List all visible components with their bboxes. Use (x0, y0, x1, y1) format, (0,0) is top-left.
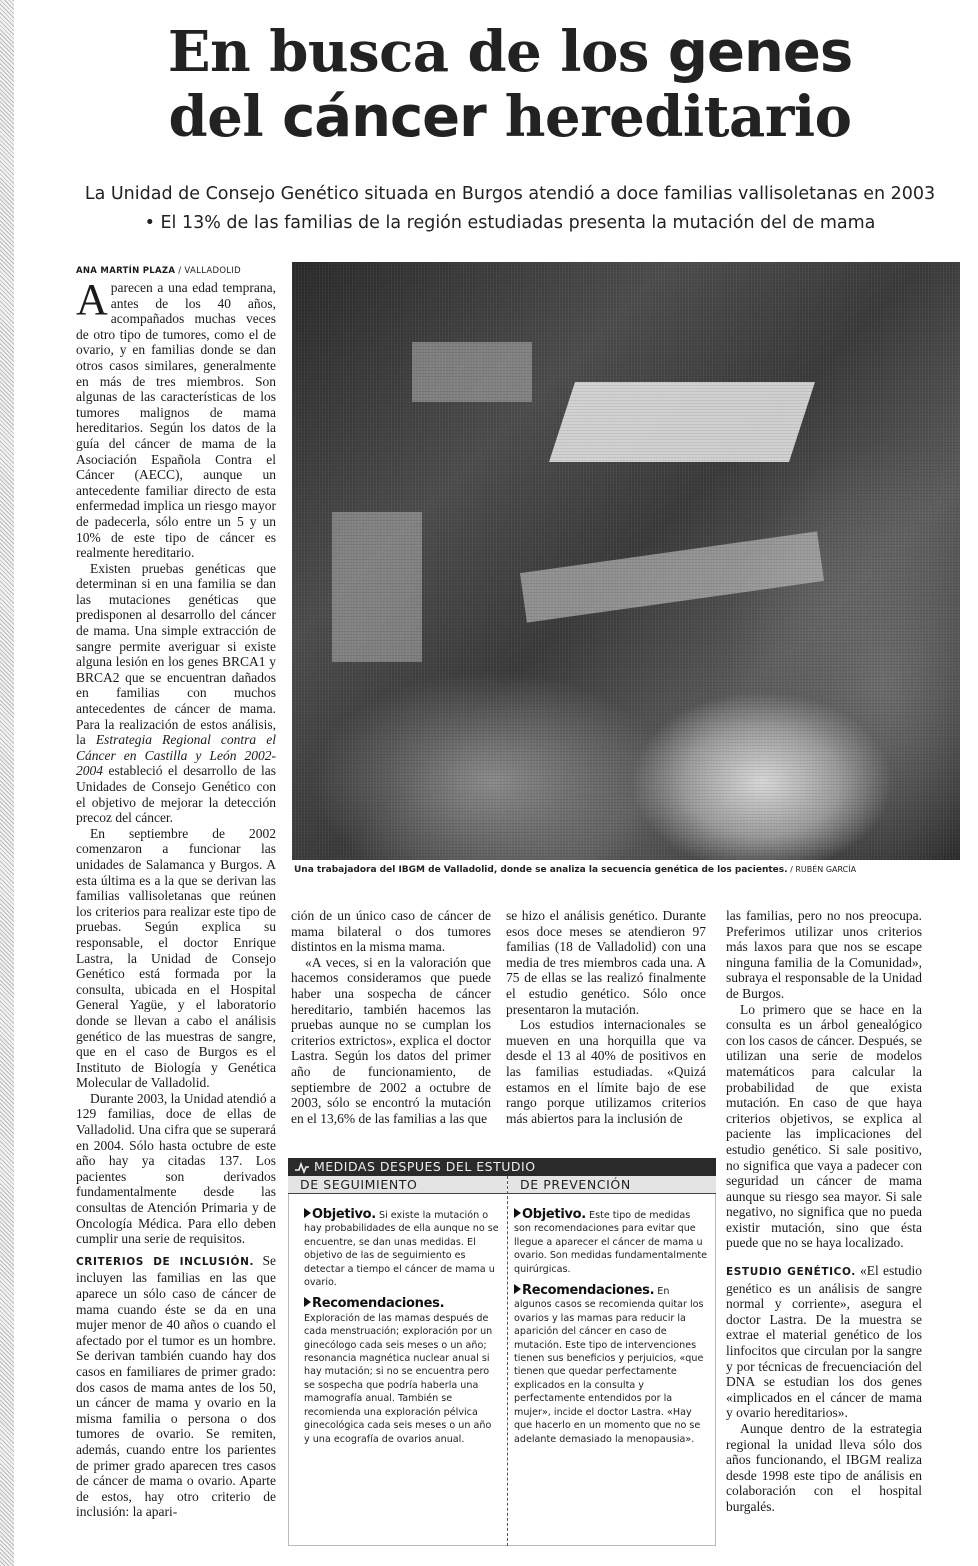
byline-place: / VALLADOLID (175, 266, 241, 276)
sidebar-text: Este tipo de medidas son recomendaciones para evitar que llegue a aparecer el cáncer de mama u ovario. Son medidas fundamentalmente quirúrgicas. (514, 1210, 708, 1275)
sidebar-text: Exploración de las mamas después de cada menstruación; exploración por un ginecólogo cada seis meses o un año; resonancia magnética nuclear anual si hay mutación; si no se encuentra pero se sospecha que podría haberla una mamografía anual. También se recomienda una exploración pélvica ginecológica cada seis meses o un año y una ecografía de ovarios anual. (304, 1312, 493, 1445)
sidebar-col-left (304, 1208, 500, 1544)
triangle-bullet-icon (514, 1208, 521, 1218)
headline-bold-genes: genes (667, 20, 853, 85)
paragraph-text: «El estudio genético es un análisis de sangre normal y corriente», asegura el doctor Lastra. De la muestra se extrae el material genético de los linfocitos que circulan por la sangre y por técnicas de frecuenciación del DNA se estudian los dos genes «implicados en el cáncer de mama y ovario hereditarios». (726, 1263, 922, 1421)
article-column-1 (76, 264, 276, 1554)
paragraph-italic: Estrategia Regional contra el Cáncer en Castilla y León 2002-2004 (76, 732, 276, 779)
headline-text: del (168, 84, 283, 150)
sidebar-paragraph (304, 1208, 500, 1289)
sidebar-divider (507, 1176, 508, 1546)
paragraph (726, 1263, 922, 1421)
byline-author: ANA MARTÍN PLAZA (76, 266, 176, 276)
paragraph-text: Se incluyen las familias en las que aparece un sólo caso de cáncer de mama cuando éste se da en una mujer menor de 40 años o cuando el afectado por el tumor es un hombre. Se derivan también cuando hay dos casos en familiares de primer grado: dos casos de mama antes de los 50, un cáncer de mama y ovario en la misma familia o persona o dos tumores de ovario. Se remiten, además, cuando entre los parientes de primer grado aparecen tres casos de cáncer de mama o ovario. Aparte de estos, hay otro criterio de inclusión: la apari- (76, 1252, 276, 1520)
triangle-bullet-icon (514, 1284, 521, 1294)
scan-edge (0, 0, 14, 1566)
sidebar-label: Objetivo. (522, 1208, 586, 1222)
paragraph: ción de un único caso de cáncer de mama bilateral o dos tumores distintos en la misma mama. (291, 908, 491, 955)
article-column-2 (291, 908, 491, 1148)
caption-credit: / RUBÉN GARCÍA (787, 865, 857, 874)
paragraph: Durante 2003, la Unidad atendió a 129 familias, doce de ellas de Valladolid. Una cifra que se superará en 2004. Sólo hasta octubre de este año hay ya citadas 137. Los pacientes son derivados fundamentalmente desde las consultas de Atención Primaria y de Oncología Médica. Para ello deben cumplir una serie de requisitos. (76, 1090, 276, 1247)
triangle-bullet-icon (304, 1208, 311, 1218)
paragraph-text: estableció el desarrollo de las Unidades de Consejo Genético con el objetivo de mejorar la detección precoz del cáncer. (76, 763, 276, 826)
sidebar-col-right (514, 1208, 710, 1544)
article-column-3 (506, 908, 706, 1148)
byline (76, 264, 276, 278)
drop-cap: A (76, 275, 108, 324)
sidebar-paragraph (514, 1284, 710, 1446)
lab-photo (292, 262, 960, 860)
headline-text: En busca de los (167, 19, 668, 85)
sidebar-title: MEDIDAS DESPUES DEL ESTUDIO (314, 1159, 536, 1174)
caption-text: Una trabajadora del IBGM de Valladolid, donde se analiza la secuencia genética de los pacientes. (294, 865, 788, 875)
sidebar-label: Recomendaciones. (312, 1296, 445, 1312)
section-heading: ESTUDIO GENÉTICO. (726, 1266, 856, 1279)
headline-text: hereditario (485, 84, 852, 150)
paragraph: «A veces, si en la valoración que hacemos consideramos que puede haber una sospecha de cáncer hereditario, también hacemos las pruebas aunque no se cumplan los criterios extrictos», explica el doctor Lastra. Según los datos del primer año de funcionamiento, de septiembre de 2002 a octubre de 2003, sólo se encontró la mutación en el 13,6% de las familias a las que (291, 954, 491, 1126)
photo-caption (294, 864, 960, 876)
paragraph: las familias, pero no nos preocupa. Preferimos utilizar unos criterios más laxos para que nos se escape ninguna familia de la Comunidad», subraya el responsable de la Unidad de Burgos. (726, 908, 922, 1001)
sidebar-text: Si existe la mutación o hay probabilidades de ella aunque no se encuentre, se dan unas medidas. El objetivo de las de seguimiento es detectar a tiempo el cáncer de mama u ovario. (304, 1210, 499, 1289)
sidebar-label: Recomendaciones. (522, 1283, 655, 1299)
headline (150, 20, 870, 150)
sidebar-heading-left: DE SEGUIMIENTO (288, 1176, 507, 1194)
paragraph (76, 1253, 276, 1520)
paragraph: Los estudios internacionales se mueven en una horquilla que va desde el 13 al 40% de positivos en las familias estudiadas. «Quizá estamos en el límite bajo de ese rango porque utilizamos criterios más abiertos para la inclusión de (506, 1017, 706, 1126)
sidebar-text: En algunos casos se recomienda quitar los ovarios y las mamas para reducir la aparición del cáncer en caso de mutación. Este tipo de intervenciones tienen sus beneficios y perjuicios, «que tienen que quedar perfectamente explicados en la consulta y perfectamente entendidos por la mujer», incide el doctor Lastra. «Hay que hacerlo en un momento que no se adelante demasiado la menopausia». (514, 1286, 704, 1445)
sidebar-heading-right: DE PREVENCIÓN (508, 1176, 716, 1194)
paragraph (76, 275, 276, 561)
article-column-4 (726, 908, 922, 1538)
headline-bold-cancer: cáncer (282, 85, 486, 150)
sidebar-label: Objetivo. (312, 1208, 376, 1222)
sidebar-paragraph (514, 1208, 710, 1276)
paragraph (76, 561, 276, 826)
sidebar-paragraph (304, 1297, 500, 1445)
section-heading: CRITERIOS DE INCLUSIÓN. (76, 1255, 255, 1268)
subtitle: La Unidad de Consejo Genético situada en Burgos atendió a doce familias vallisoletanas en 2003 • El 13% de las familias de la región estudiadas presenta la mutación del de mama (84, 184, 936, 233)
paragraph-text: Existen pruebas genéticas que determinan si en una familia se dan las mutaciones genéticas que predisponen al desarrollo del cáncer de mama. Una simple extracción de sangre permite averiguar si existe alguna lesión en los genes BRCA1 y BRCA2 que se encuentran dañados en familias con muchos antecedentes de cáncer de mama. Para la realización de estos análisis, la (76, 560, 276, 748)
paragraph: se hizo el análisis genético. Durante esos doce meses se atendieron 97 familias (18 de Valladolid) con una media de tres miembros cada una. A 75 de ellas se las realizó finalmente el estudio genético. Sólo once presentaron la mutación. (506, 908, 706, 1017)
paragraph-text: parecen a una edad temprana, antes de los 40 años, acompañados muchas veces de otro tipo de tumores, como el de ovario, y en familias donde se dan otros casos similares, generalmente en más de tres miembros. Son algunas de las características de los tumores malignos de mama hereditarios. Según los datos de la guía del cáncer de mama de la Asociación Española Contra el Cáncer (AECC), aunque un antecedente familiar directo de esta enfermedad implica un riesgo mayor de padecerla, sólo entre un 5 y un 10% de este tipo de cáncer es realmente hereditario. (76, 280, 276, 561)
triangle-bullet-icon (304, 1297, 311, 1307)
pulse-line-icon (294, 1160, 310, 1174)
paragraph: En septiembre de 2002 comenzaron a funcionar las unidades de Salamanca y Burgos. A esta última es a la que se derivan las familias vallisoletanas que reúnen los criterios para realizar este tipo de pruebas. Según explica su responsable, el doctor Enrique Lastra, la Unidad de Consejo Genético está formada por la consulta, ubicada en el Hospital General Yagüe, y el laboratorio donde se llevan a cabo el análisis genético de las muestras de sangre, que en el caso de Burgos es el Instituto de Biología y Genética Molecular de Valladolid. (76, 825, 276, 1091)
sidebar-title-bar (288, 1158, 716, 1176)
paragraph: Aunque dentro de la estrategia regional la unidad lleva sólo dos años funcionando, el IBGM realiza desde 1998 este tipo de análisis en colaboración con el hospital burgalés. (726, 1421, 922, 1514)
paragraph: Lo primero que se hace en la consulta es un árbol genealógico con los casos de cáncer. Después, se utilizan una serie de modelos matemáticos para calcular la probabilidad de que exista mutación. En caso de que haya criterios objetivos, se explica al paciente las implicaciones del estudio genético. Si sale positivo, no significa que vaya a padecer con seguridad un cáncer de mama aunque su riesgo sea mayor. Si sale negativo, no significa que no pueda existir mutación, sino que ésta puede que no se haya localizado. (726, 1001, 922, 1251)
